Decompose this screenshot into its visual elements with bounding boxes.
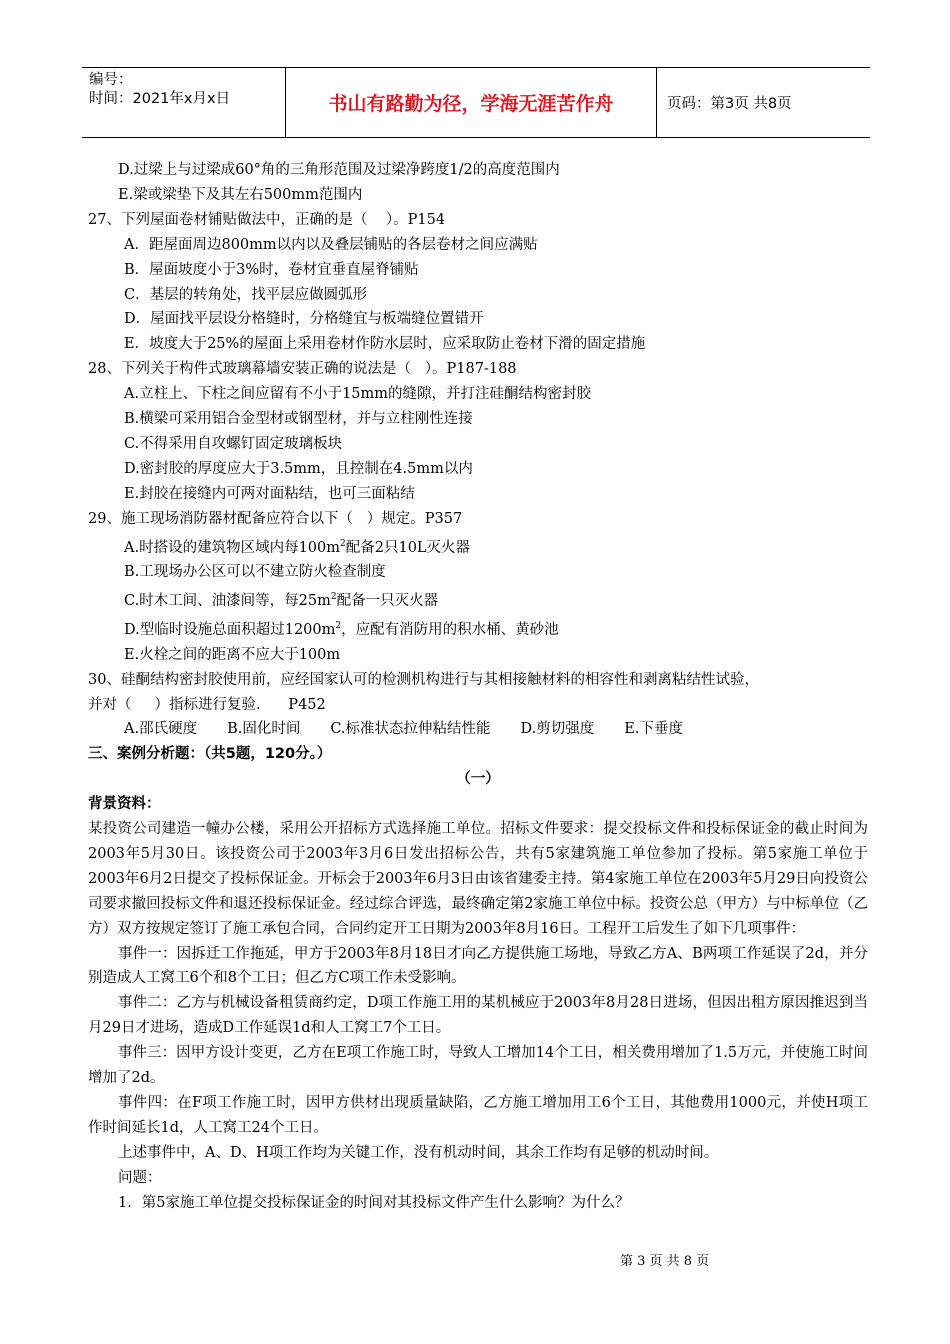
event-two: 事件二：乙方与机械设备租赁商约定，D项工作施工用的某机械应于2003年8月28日进场，但因出租方原因推迟到当月29日才进场，造成D工作延误1d和人工窝工7个工日。 [88, 995, 868, 1037]
q29-stem: 29、施工现场消防器材配备应符合以下（ ）规定。P357 [88, 510, 463, 527]
q27-option-d: D．屋面找平层设分格缝时，分格缝宜与板端缝位置错开 [124, 311, 484, 328]
event-three: 事件三：因甲方设计变更，乙方在E项工作施工时，导致人工增加14个工日，相关费用增加了1.5万元，并使施工时间增加了2d。 [88, 1045, 868, 1087]
q28-option-b: B.横梁可采用铝合金型材或钢型材，并与立柱刚性连接 [124, 411, 473, 428]
section-title: 三、案例分析题：（共5题，120分。） [88, 746, 332, 763]
q30-option-b: B.固化时间 [227, 721, 301, 738]
page-header [82, 67, 870, 138]
doc-code-label: 编号： [89, 72, 133, 88]
background-text: 某投资公司建造一幢办公楼，采用公开招标方式选择施工单位。招标文件要求：提交投标文件和投标保证金的截止时间为2003年5月30日。该投资公司于2003年3月6日发出招标公告，共有5家建筑施工单位参加了投标。第5家施工单位于2003年6月2日提交了投标保证金。开标会于2003年6月3日由该省建委主持。第4家施工单位在2003年5月29日向投资公司要求撤回投标文件和退还投标保证金。经过综合评选，最终确定第2家施工单位中标。投资公总（甲方）与中标单位（乙方）双方按规定签订了施工承包合同，合同约定开工日期为2003年8月16日。工程开工后发生了如下几项事件： [88, 821, 868, 937]
q29-option-e: E.火栓之间的距离不应大于100m [124, 646, 341, 663]
q30-stem-line2: 并对（ ）指标进行复验. P452 [88, 696, 326, 713]
q27-stem: 27、下列屋面卷材铺贴做法中，正确的是（ ）。P154 [88, 211, 446, 228]
q27-option-b: B．屋面坡度小于3%时，卷材宜垂直屋脊铺贴 [124, 261, 419, 278]
q26-option-d: D.过梁上与过梁成60°角的三角形范围及过梁净跨度1/2的高度范围内 [118, 162, 560, 178]
header-motto: 书山有路勤为径，学海无涯苦作舟 [286, 68, 657, 137]
footer-page-number: 第 3 页 共 8 页 [620, 1254, 710, 1269]
q28-option-c: C.不得采用自攻螺钉固定玻璃板块 [124, 435, 343, 452]
events-summary: 上述事件中，A、D、H项工作均为关键工作，没有机动时间，其余工作均有足够的机动时间。 [118, 1144, 719, 1161]
event-one: 事件一：因拆迁工作拖延，甲方于2003年8月18日才向乙方提供施工场地，导致乙方A、B两项工作延误了2d，并分别造成人工窝工6个和8个工日；但乙方C项工作未受影响。 [88, 945, 868, 987]
q26-option-e: E.梁或梁垫下及其左右500mm范围内 [118, 186, 363, 203]
header-meta-cell [82, 68, 286, 137]
q28-stem: 28、下列关于构件式玻璃幕墙安装正确的说法是（ ）。P187-188 [88, 361, 517, 378]
q29-option-a: A.时搭设的建筑物区域内每$100m^2$配备2只10L灭火器 [124, 538, 471, 556]
q27-option-c: C．基层的转角处，找平层应做圆弧形 [124, 286, 368, 303]
q30-option-d: D.剪切强度 [520, 721, 595, 738]
q29-option-b: B.工现场办公区可以不建立防火检查制度 [124, 564, 386, 581]
q28-option-a: A.立柱上、下柱之间应留有不小于15mm的缝隙，并打注硅酮结构密封胶 [124, 386, 592, 403]
q30-stem-line1: 30、硅酮结构密封胶使用前，应经国家认可的检测机构进行与其相接触材料的相容性和剥离粘结性试验， [88, 671, 759, 688]
document-body [88, 158, 868, 1216]
q27-option-a: A．距屋面周边800mm以内以及叠层铺贴的各层卷材之间应满贴 [124, 236, 538, 253]
q30-option-a: A.邵氏硬度 [124, 721, 198, 738]
q27-option-e: E．坡度大于25%的屋面上采用卷材作防水层时，应采取防止卷材下滑的固定措施 [124, 336, 646, 353]
q28-option-e: E.封胶在接缝内可两对面粘结，也可三面粘结 [124, 485, 415, 502]
doc-time-label: 时间：2021年x月x日 [89, 91, 231, 107]
header-page-number: 页码：第3页 共8页 [667, 96, 792, 112]
q28-option-d: D.密封胶的厚度应大于3.5mm，且控制在4.5mm以内 [124, 460, 473, 477]
event-four: 事件四：在F项工作施工时，因甲方供材出现质量缺陷，乙方施工增加用工6个工日，其他费用1000元，并使H项工作时间延长1d，人工窝工24个工日。 [88, 1095, 868, 1136]
q30-option-e: E.下垂度 [624, 721, 683, 738]
q29-option-c: C.时木工间、油漆间等，每$25m^2$配备一只灭火器 [124, 592, 439, 610]
q30-option-c: C.标准状态拉伸粘结性能 [330, 721, 491, 738]
question-label: 问题： [118, 1169, 162, 1186]
question-1: 1．第5家施工单位提交投标保证金的时间对其投标文件产生什么影响？为什么？ [118, 1194, 630, 1211]
q29-option-d: D.型临时设施总面积超过$1200m^2$，应配有消防用的积水桶、黄砂池 [124, 620, 559, 638]
case-number: （一） [456, 771, 500, 788]
background-label: 背景资料： [88, 796, 161, 813]
q30-options [88, 717, 868, 742]
